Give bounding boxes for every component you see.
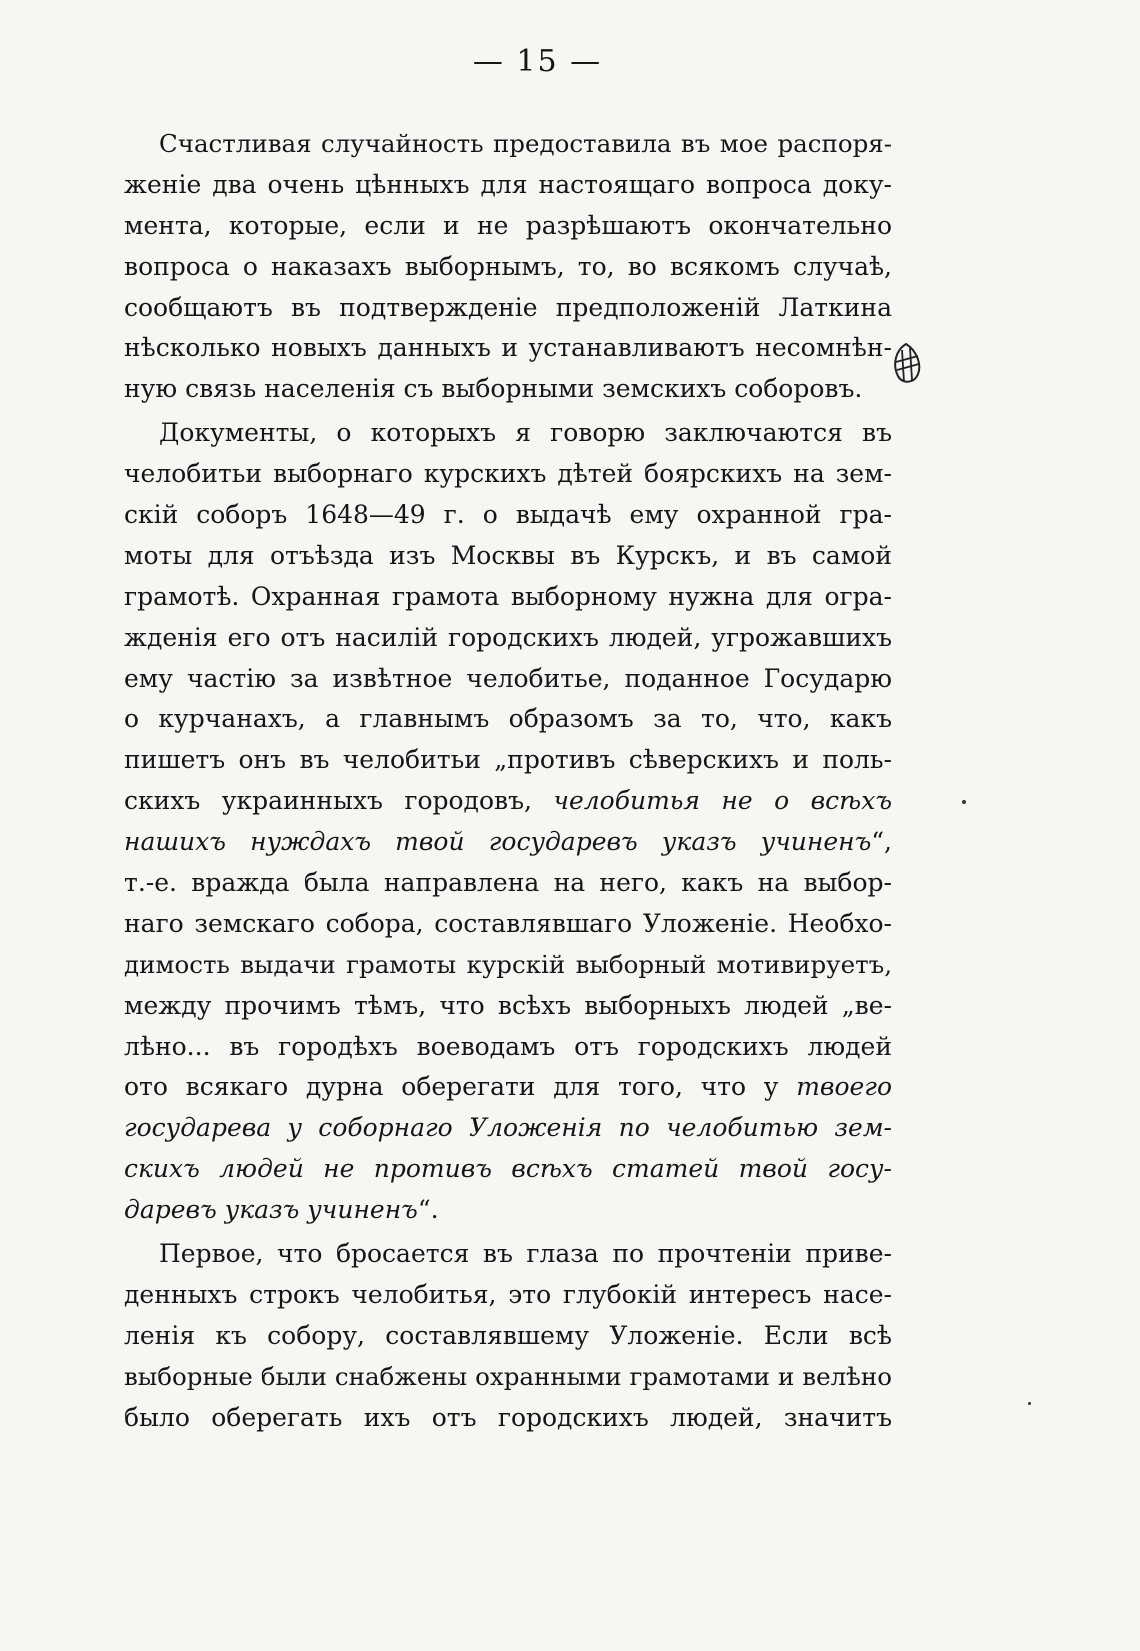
text-line <box>124 618 892 659</box>
text-line <box>124 495 892 536</box>
text-segment: челобитьи выборнаго курскихъ дѣтей боярскихъ на зем- <box>124 459 892 489</box>
text-segment: женіе два очень цѣнныхъ для настоящаго вопроса доку- <box>124 169 892 199</box>
text-line <box>124 1108 892 1149</box>
text-segment: вопроса о наказахъ выборнымъ, то, во всякомъ случаѣ, <box>124 251 892 281</box>
text-segment: ную связь населенія съ выборными земскихъ соборовъ. <box>124 374 863 404</box>
text-segment: моты для отъѣзда изъ Москвы въ Курскъ, и въ самой <box>124 540 892 570</box>
text-line <box>124 781 892 822</box>
text-segment: Документы, о которыхъ я говорю заключаются въ <box>159 418 892 448</box>
text-segment: между прочимъ тѣмъ, что всѣхъ выборныхъ людей „ве- <box>124 990 892 1020</box>
text-line <box>124 1234 892 1275</box>
page-number: — 15 — <box>472 44 603 79</box>
text-line <box>124 1357 892 1398</box>
text-line <box>124 986 892 1027</box>
text-segment: о курчанахъ, а главнымъ образомъ за то, что, какъ <box>124 704 892 734</box>
text-segment: т.-е. вражда была направлена на него, какъ на выбор- <box>124 868 892 898</box>
text-line <box>124 1398 892 1439</box>
text-segment: мента, которые, если и не разрѣшаютъ окончательно <box>124 210 892 240</box>
text-line <box>124 1027 892 1068</box>
italic-text-segment: челобитья не о всѣхъ <box>553 786 892 816</box>
text-segment: сообщаютъ въ подтвержденіе предположеній Латкина <box>124 292 892 322</box>
text-segment: было оберегать ихъ отъ городскихъ людей, значитъ <box>124 1402 892 1432</box>
text-segment: нѣсколько новыхъ данныхъ и устанавливаютъ несомнѣн- <box>124 333 892 363</box>
text-line <box>124 413 892 454</box>
text-segment: жденія его отъ насилій городскихъ людей, угрожавшихъ <box>124 622 892 652</box>
text-segment: скихъ украинныхъ городовъ, <box>124 786 554 816</box>
text-segment: ленія къ собору, составлявшему Уложеніе. Если всѣ <box>124 1320 892 1350</box>
text-segment: димость выдачи грамоты курскій выборный мотивируетъ, <box>124 949 892 979</box>
text-line <box>124 288 892 329</box>
text-segment: пишетъ онъ въ челобитьи „противъ сѣверскихъ и поль- <box>124 745 892 775</box>
text-line <box>124 247 892 288</box>
text-segment: грамотѣ. Охранная грамота выборному нужна для огра- <box>124 581 892 611</box>
text-line <box>124 124 892 165</box>
text-line <box>124 1275 892 1316</box>
text-line <box>124 740 892 781</box>
text-segment: “. <box>417 1195 439 1225</box>
italic-text-segment: даревъ указъ учиненъ <box>124 1195 418 1225</box>
text-line <box>124 536 892 577</box>
text-line <box>124 1190 892 1231</box>
text-line <box>124 863 892 904</box>
text-line <box>124 454 892 495</box>
text-line <box>124 1316 892 1357</box>
text-segment: наго земскаго собора, составлявшаго Уложеніе. Необхо- <box>124 908 892 938</box>
handwritten-margin-mark-icon <box>888 340 924 388</box>
text-line <box>124 659 892 700</box>
text-segment: Первое, что бросается въ глаза по прочтеніи приве- <box>159 1239 892 1269</box>
text-segment: денныхъ строкъ челобитья, это глубокій интересъ насе- <box>124 1279 892 1309</box>
text-line <box>124 904 892 945</box>
text-segment: скій соборъ 1648—49 г. о выдачѣ ему охранной гра- <box>124 500 892 530</box>
italic-text-segment: государева у соборнаго Уложенія по челобитью зем- <box>124 1113 892 1143</box>
text-line <box>124 206 892 247</box>
text-segment: ему частію за извѣтное челобитье, поданное Государю <box>124 663 892 693</box>
body-text <box>124 124 892 1439</box>
text-line <box>124 577 892 618</box>
italic-text-segment: скихъ людей не противъ всѣхъ статей твой госу- <box>124 1154 892 1184</box>
text-line <box>124 822 892 863</box>
text-segment: лѣно... въ городѣхъ воеводамъ отъ городскихъ людей <box>124 1031 892 1061</box>
italic-text-segment: твоего <box>796 1072 892 1102</box>
text-line <box>124 945 892 986</box>
ink-speck <box>962 800 966 804</box>
text-line <box>124 165 892 206</box>
text-segment: ото всякаго дурна оберегати для того, что у <box>124 1072 797 1102</box>
ink-speck <box>1028 1402 1031 1405</box>
text-line <box>124 328 892 369</box>
text-segment: выборные были снабжены охранными грамотами и велѣно <box>124 1361 892 1391</box>
text-line <box>124 699 892 740</box>
text-line <box>124 369 892 410</box>
text-segment: Счастливая случайность предоставила въ мое распоря- <box>159 129 892 158</box>
text-line <box>124 1067 892 1108</box>
text-segment: “, <box>871 827 892 857</box>
italic-text-segment: нашихъ нуждахъ твой государевъ указъ учиненъ <box>124 827 872 857</box>
text-line <box>124 1149 892 1190</box>
